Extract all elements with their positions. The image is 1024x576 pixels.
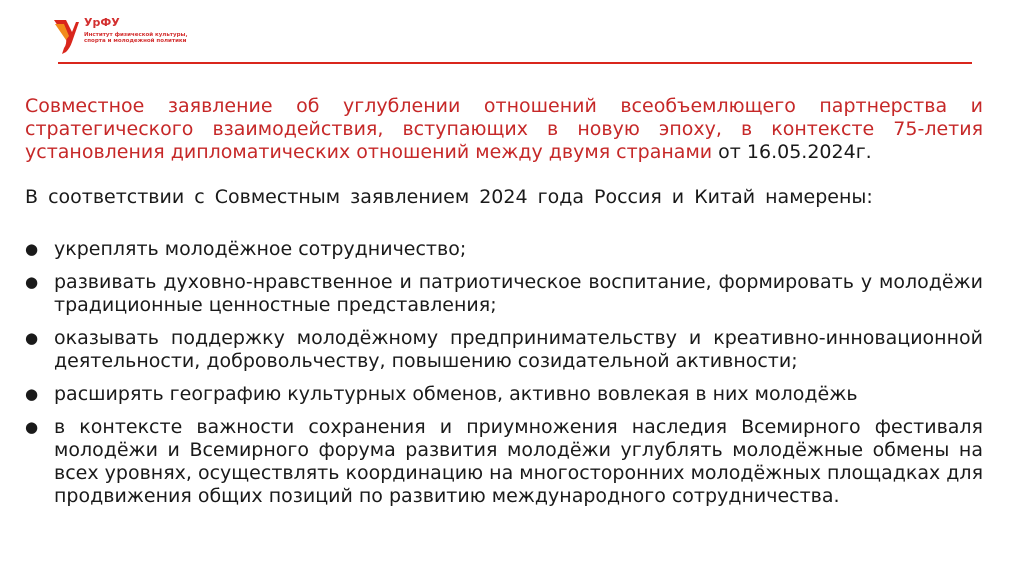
- list-item: [25, 416, 983, 508]
- title-date: от 16.05.2024г.: [712, 141, 872, 163]
- header-divider: [58, 62, 972, 64]
- list-item-text: развивать духовно-нравственное и патриотическое воспитание, формировать у молодёжи традиционные ценностные представления;: [54, 271, 983, 316]
- logo-subtitle: Институт физической культуры, спорта и молодежной политики: [84, 32, 188, 45]
- bullet-icon: ●: [25, 418, 39, 436]
- lead-paragraph: В соответствии с Совместным заявлением 2024 года Россия и Китай намерены:: [25, 186, 873, 208]
- list-item-text: расширять географию культурных обменов, активно вовлекая в них молодёжь: [54, 383, 858, 405]
- list-item-text: укреплять молодёжное сотрудничество;: [54, 238, 467, 260]
- list-item: [25, 383, 983, 406]
- bullet-icon: ●: [25, 273, 39, 291]
- title-red-text: Совместное заявление об углублении отношений всеобъемлющего партнерства и стратегического взаимодействия, вступающих в новую эпоху, в контексте 75-летия установления дипломатических отношений между двумя странами: [25, 95, 983, 163]
- list-item: [25, 271, 983, 317]
- slide-content: [25, 95, 983, 518]
- bullet-icon: ●: [25, 385, 39, 403]
- list-item-text: оказывать поддержку молодёжному предпринимательству и креативно-инновационной деятельности, добровольчеству, повышению созидательной активности;: [54, 327, 983, 372]
- bullet-icon: ●: [25, 240, 39, 258]
- bullet-list: [25, 238, 983, 508]
- urfu-emblem-icon: [52, 18, 80, 56]
- list-item: [25, 327, 983, 373]
- slide-title: [25, 95, 983, 164]
- list-item-text: в контексте важности сохранения и приумножения наследия Всемирного фестиваля молодёжи и Всемирного форума развития молодёжи углублять молодёжные обмены на всех уровнях, осуществлять координацию на многосторонних молодёжных площадках для продвижения общих позиций по развитию международного сотрудничества.: [54, 416, 983, 507]
- logo-name: УрФУ: [84, 16, 120, 29]
- urfu-logo: [52, 16, 192, 60]
- bullet-icon: ●: [25, 329, 39, 347]
- list-item: [25, 238, 983, 261]
